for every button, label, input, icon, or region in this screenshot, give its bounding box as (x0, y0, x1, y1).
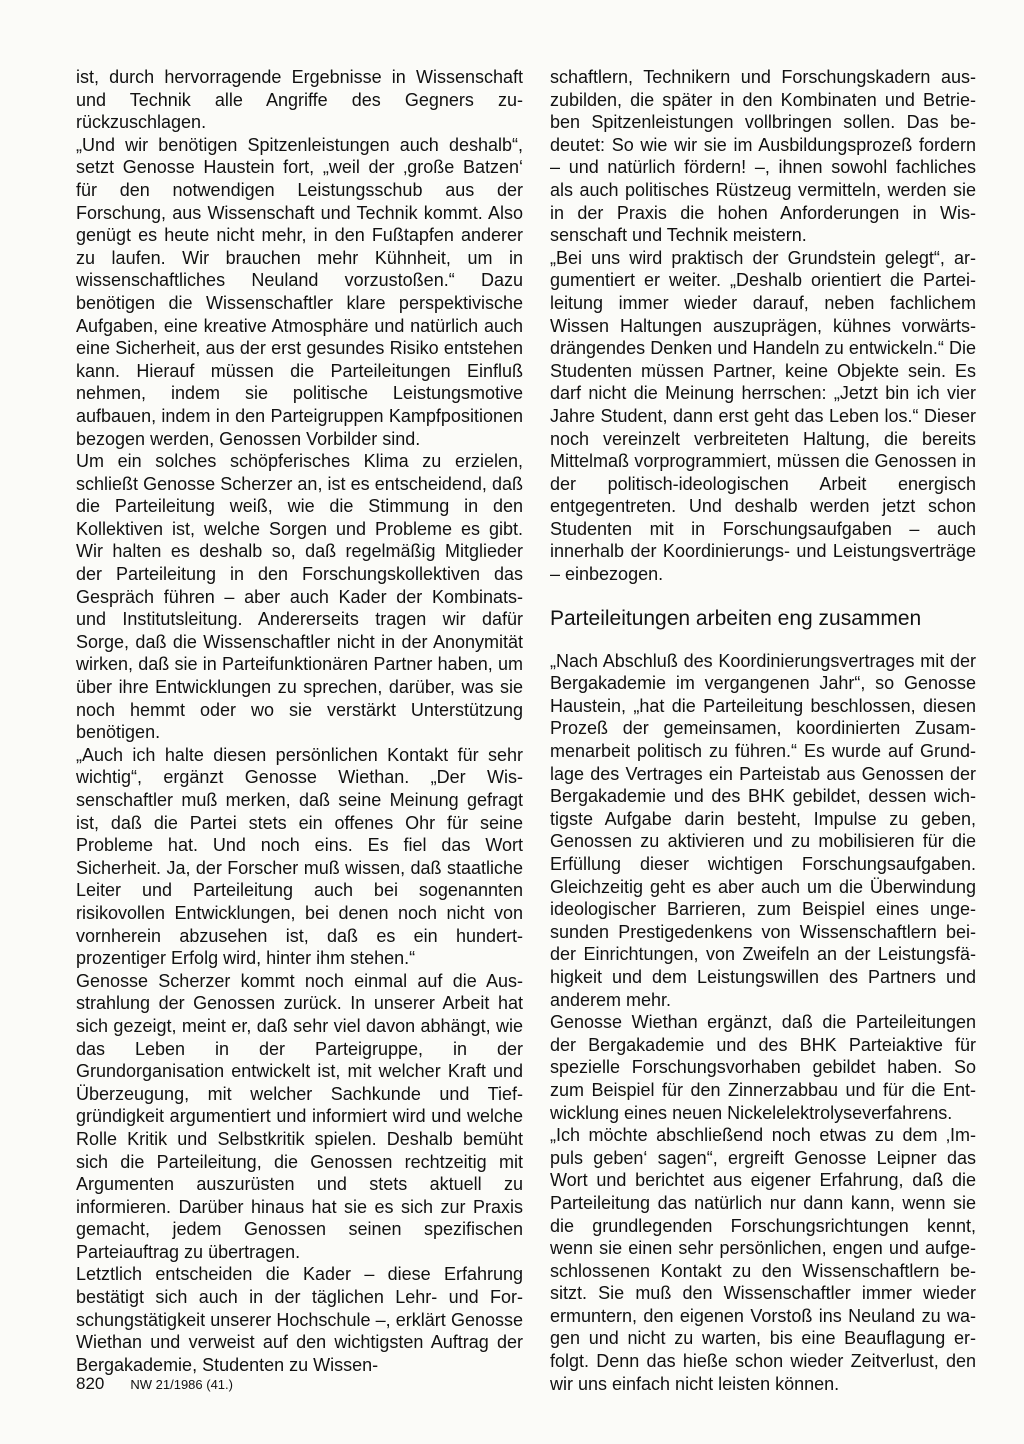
page-number: 820 (76, 1374, 105, 1393)
issue-label: NW 21/1986 (41.) (130, 1377, 233, 1392)
paragraph: „Bei uns wird praktisch der Grundstein gelegt“, argumentiert er weiter. „Deshalb orientiert die Parteileitung immer wieder darauf, neben fachlichem Wissen Haltungen auszuprägen, kühnes vorwärtsdrängendes Denken und Handeln zu entwickeln.“ Die Studenten müssen Partner, keine Objekte sein. Es darf nicht die Meinung herrschen: „Jetzt bin ich vier Jahre Student, dann erst geht das Leben los.“ Dieser noch vereinzelt verbreiteten Haltung, die bereits Mittelmaß vorprogrammiert, müssen die Genossen in der politisch-ideologischen Arbeit energisch entgegentreten. Und deshalb werden jetzt schon Studenten mit in Forschungsaufgaben – auch innerhalb der Koordinierungs- und Leistungsverträge – einbezogen. (550, 247, 976, 585)
paragraph: „Ich möchte abschließend noch etwas zu dem ‚Impuls geben‘ sagen“, ergreift Genosse Leipner das Wort und berichtet aus eigener Erfahrung, daß die Parteileitung das natürlich nur dann kann, wenn sie die grundlegenden Forschungsrichtungen kennt, wenn sie einen sehr persönlichen, engen und aufgeschlossenen Kontakt zu den Wissenschaftlern besitzt. Sie muß den Wissenschaftler immer wieder ermuntern, den eigenen Vorstoß ins Neuland zu wagen und nicht zu warten, bis eine Beauflagung erfolgt. Denn das hieße schon wieder Zeitverlust, den wir uns einfach nicht leisten können. (550, 1125, 976, 1394)
paragraph: Um ein solches schöpferisches Klima zu erzielen, schließt Genosse Scherzer an, ist es entscheidend, daß die Parteileitung weiß, wie die Stimmung in den Kollektiven ist, welche Sorgen und Probleme es gibt. Wir halten es deshalb so, daß regelmäßig Mitglieder der Parteileitung in den Forschungskollektiven das Gespräch führen – aber auch Kader der Kombinats- und Institutsleitung. Andererseits tragen wir dafür Sorge, daß die Wissenschaftler nicht in der Anonymität wirken, daß sie in Parteifunktionären Partner haben, um über ihre Entwicklungen zu sprechen, darüber, was sie noch hemmt oder wo sie verstärkt Unterstützung benötigen. (76, 451, 523, 743)
paragraph: „Auch ich halte diesen persönlichen Kontakt für sehr wichtig“, ergänzt Genosse Wiethan. „Der Wissenschaftler muß merken, daß seine Meinung gefragt ist, daß die Partei stets ein offenes Ohr für seine Probleme hat. Und noch eins. Es fiel das Wort Sicherheit. Ja, der Forscher muß wissen, daß staatliche Leiter und Parteileitung auch bei sogenannten risikovollen Entwicklungen, bei denen noch nicht von vornherein abzusehen ist, daß es ein hundertprozentiger Erfolg wird, hinter ihm stehen.“ (76, 744, 523, 969)
paragraph: ist, durch hervorragende Ergebnisse in Wissenschaft und Technik alle Angriffe des Gegners zurückzuschlagen. (76, 67, 523, 133)
left-column (76, 66, 523, 1376)
page-footer (76, 1374, 233, 1394)
paragraph: Genosse Wiethan ergänzt, daß die Parteileitungen der Bergakademie und des BHK Parteiaktive für spezielle Forschungsvorhaben gebildet haben. So zum Beispiel für den Zinnerzabbau und für die Entwicklung eines neuen Nickelelektrolyseverfahrens. (550, 1012, 976, 1123)
paragraph: Letztlich entscheiden die Kader – diese Erfahrung bestätigt sich auch in der täglichen Lehr- und Forschungstätigkeit unserer Hochschule –, erklärt Genosse Wiethan und verweist auf den wichtigsten Auftrag der Bergakademie, Studenten zu Wissen- (76, 1264, 523, 1375)
paragraph: schaftlern, Technikern und Forschungskadern auszubilden, die später in den Kombinaten und Betrieben Spitzenleistungen vollbringen sollen. Das bedeutet: So wie wir sie im Ausbildungsprozeß fordern – und natürlich fördern! –, ihnen sowohl fachliches als auch politisches Rüstzeug vermitteln, werden sie in der Praxis die hohen Anforderungen in Wissenschaft und Technik meistern. (550, 67, 976, 246)
section-heading: Parteileitungen arbeiten eng zusammen (550, 606, 922, 630)
paragraph: „Nach Abschluß des Koordinierungsvertrages mit der Bergakademie im vergangenen Jahr“, so Genosse Haustein, „hat die Parteileitung beschlossen, diesen Prozeß der gemeinsamen, koordinierten Zusammenarbeit politisch zu führen.“ Es wurde auf Grundlage des Vertrages ein Parteistab aus Genossen der Bergakademie und des BHK gebildet, dessen wichtigste Aufgabe darin besteht, Impulse zu geben, Genossen zu aktivieren und zu mobilisieren für die Erfüllung dieser wichtigen Forschungsaufgaben. Gleichzeitig geht es aber auch um die Überwindung ideologischer Barrieren, zum Beispiel eines ungesunden Prestigedenkens von Wissenschaftlern beider Einrichtungen, von Zweifeln an der Leistungsfähigkeit und dem Leistungswillen des Partners und anderem mehr. (550, 650, 976, 1010)
paragraph: Genosse Scherzer kommt noch einmal auf die Ausstrahlung der Genossen zurück. In unserer Arbeit hat sich gezeigt, meint er, daß sehr viel davon abhängt, wie das Leben in der Parteigruppe, in der Grundorganisation entwickelt ist, mit welcher Kraft und Überzeugung, mit welcher Sachkunde und Tiefgründigkeit argumentiert und informiert wird und welche Rolle Kritik und Selbstkritik spielen. Deshalb bemüht sich die Parteileitung, die Genossen rechtzeitig mit Argumenten auszurüsten und stets aktuell zu informieren. Darüber hinaus hat sie es sich zur Praxis gemacht, jedem Genossen seinen spezifischen Parteiauftrag zu übertragen. (76, 970, 523, 1262)
paragraph: „Und wir benötigen Spitzenleistungen auch deshalb“, setzt Genosse Haustein fort, „weil der ‚große Batzen‘ für den notwendigen Leistungsschub aus der Forschung, aus Wissenschaft und Technik kommt. Also genügt es heute nicht mehr, in den Fußtapfen anderer zu laufen. Wir brauchen mehr Kühnheit, um in wissenschaftliches Neuland vorzustoßen.“ Dazu benötigen die Wissenschaftler klare perspektivische Aufgaben, eine kreative Atmosphäre und natürlich auch eine Sicherheit, aus der erst gesundes Risiko entstehen kann. Hierauf müssen die Parteileitungen Einfluß nehmen, indem sie politische Leistungsmotive aufbauen, indem in den Parteigruppen Kampfpositionen bezogen werden, Genossen Vorbilder sind. (76, 134, 523, 449)
right-column (550, 66, 976, 1395)
